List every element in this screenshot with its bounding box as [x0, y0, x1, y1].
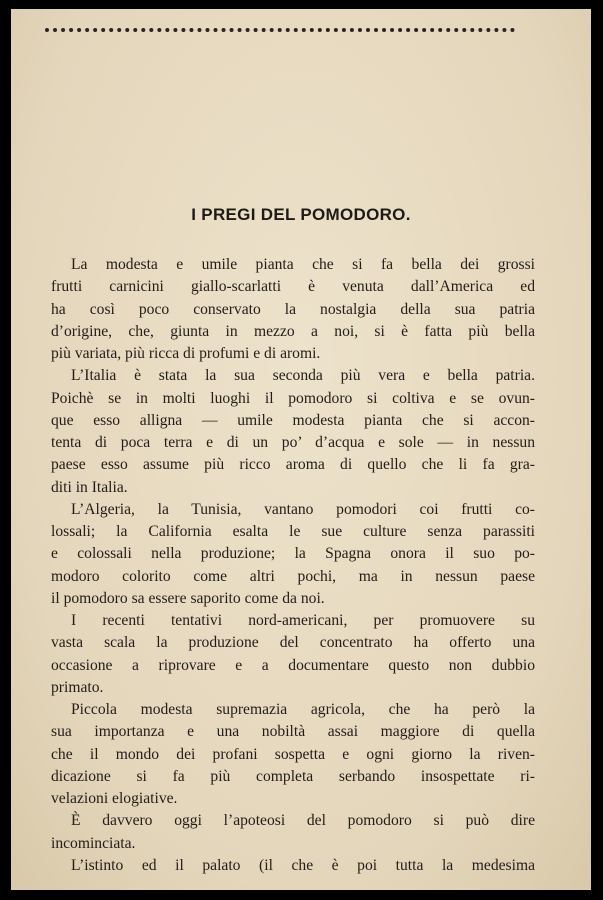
text-line: e colossali nella produzione; la Spagna onora il suo po-: [51, 545, 535, 563]
text-line: più variata, più ricca di profumi e di aromi.: [51, 345, 321, 362]
text-line: ha così poco conservato la nostalgia della sua patria: [51, 300, 535, 318]
text-line: Poichè se in molti luoghi il pomodoro si coltiva e se ovun-: [51, 389, 535, 407]
text-line: L’Italia è stata la sua seconda più vera e bella patria.: [71, 367, 535, 385]
text-line: sua importanza e una nobiltà assai maggiore di quella: [51, 723, 535, 741]
text-line: occasione a riprovare e a documentare questo non dubbio: [51, 656, 535, 674]
text-line: frutti carnicini giallo-scarlatti è venuta dall’America ed: [51, 278, 535, 296]
chapter-title: I PREGI DEL POMODORO.: [191, 205, 411, 224]
text-line: dicazione si fa più completa serbando insospettate ri-: [51, 767, 535, 785]
chapter-body: [51, 254, 535, 877]
text-line: L’Algeria, la Tunisia, vantano pomodori coi frutti co-: [71, 500, 535, 518]
paragraph-7: [51, 855, 535, 877]
text-line: modoro colorito come altri pochi, ma in nessun paese: [51, 567, 535, 585]
text-line: Piccola modesta supremazia agricola, che ha però la: [71, 701, 535, 718]
text-line: lossali; la California esalta le sue culture senza parassiti: [51, 523, 535, 540]
text-line: velazioni elogiative.: [51, 790, 178, 807]
paragraph-4: [51, 610, 535, 699]
text-line: diti in Italia.: [51, 478, 128, 496]
text-line: La modesta e umile pianta che si fa bella dei grossi: [71, 256, 535, 273]
text-line: vasta scala la produzione del concentrato ha offerto una: [51, 634, 535, 652]
text-line: d’origine, che, giunta in mezzo a noi, si è fatta più bella: [51, 322, 535, 340]
dotted-header-rule: [45, 28, 515, 32]
text-line: tenta di poca terra e di un po’ d’acqua e sole — in nessun: [51, 434, 535, 451]
text-line: L’istinto ed il palato (il che è poi tutta la medesima: [71, 856, 535, 874]
text-line: È davvero oggi l’apoteosi del pomodoro si può dire: [71, 812, 535, 830]
paragraph-5: [51, 699, 535, 810]
paragraph-2: [51, 365, 535, 499]
text-line: che il mondo dei profani sospetta e ogni giorno la riven-: [51, 745, 535, 763]
text-line: paese esso assume più ricco aroma di quello che li fa gra-: [51, 456, 535, 474]
paragraph-3: [51, 499, 535, 610]
text-line: il pomodoro sa essere saporito come da noi.: [51, 589, 325, 607]
book-page: [11, 9, 591, 890]
text-line: I recenti tentativi nord-americani, per promuovere su: [71, 612, 535, 629]
text-line: que esso alligna — umile modesta pianta che si accon-: [51, 411, 535, 429]
text-line: primato.: [51, 678, 104, 696]
paragraph-1: [51, 254, 535, 365]
paragraph-6: [51, 810, 535, 855]
text-line: incominciata.: [51, 834, 136, 852]
